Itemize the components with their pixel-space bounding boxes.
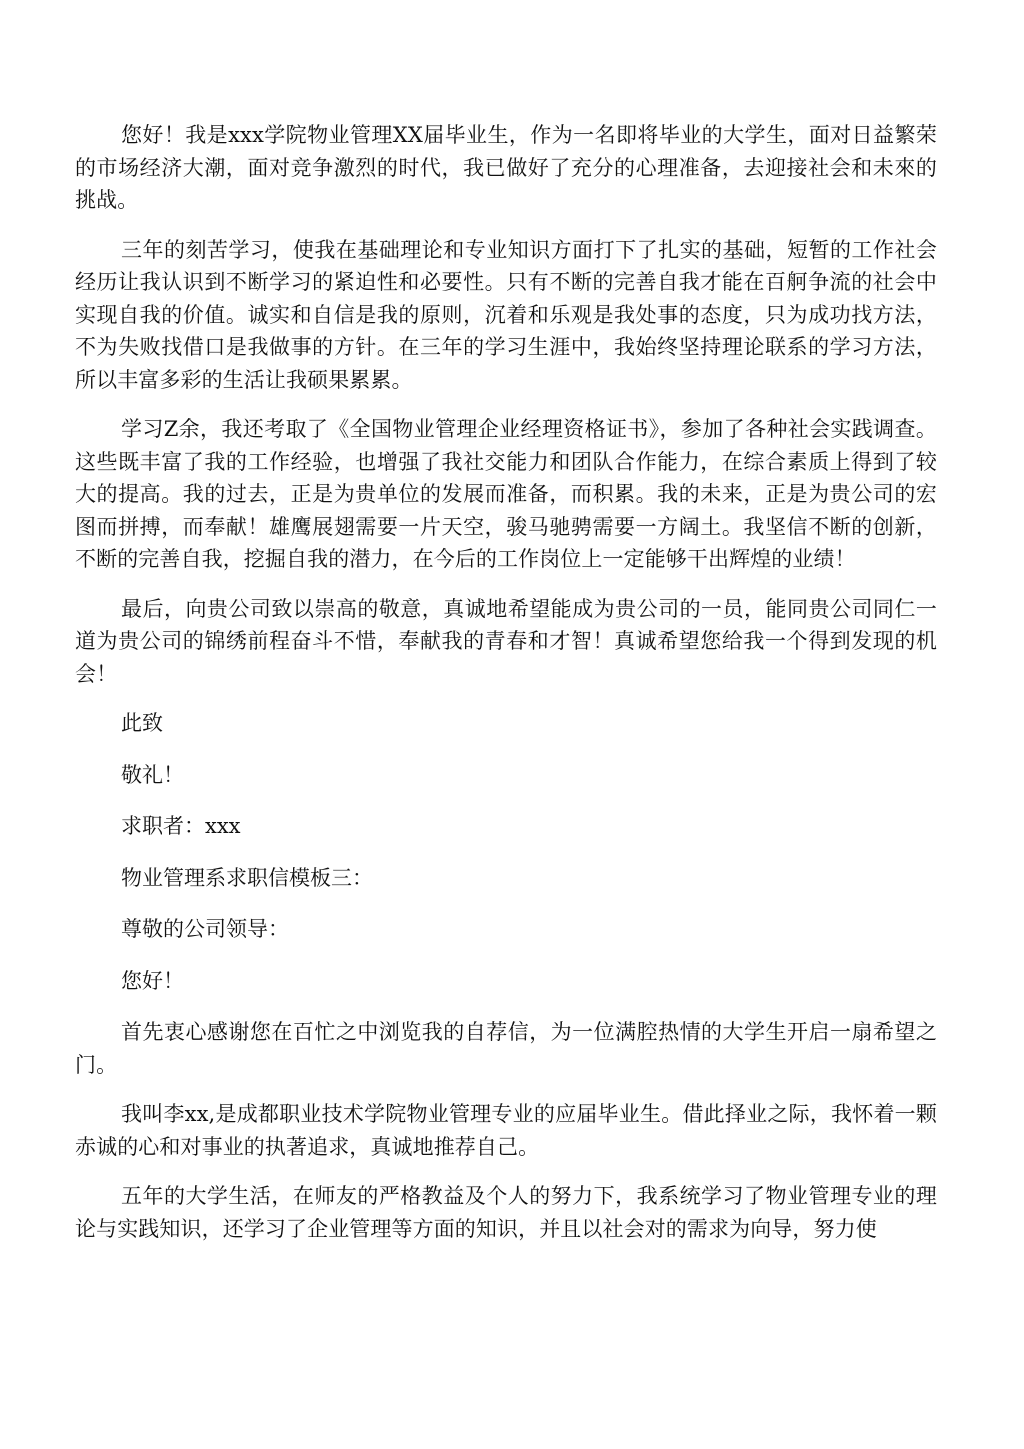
paragraph-certificate: 学习Z余，我还考取了《全国物业管理企业经理资格证书》，参加了各种社会实践调查。这些既丰富了我的工作经验，也增强了我社交能力和团队合作能力，在综合素质上得到了较大的提高。我的过去，正是为贵单位的发展而准备，而积累。我的未来，正是为贵公司的宏图而拼搏，而奉献！雄鹰展翅需要一片天空，骏马驰骋需要一方阔土。我坚信不断的创新，不断的完善自我，挖掘自我的潜力，在今后的工作岗位上一定能够干出辉煌的业绩！: [75, 417, 937, 571]
salutation: 尊敬的公司领导：: [121, 917, 289, 941]
greeting: 您好！: [121, 968, 184, 993]
closing-line-2: 敬礼！: [121, 762, 184, 787]
paragraph-intro: 您好！我是xxx学院物业管理XX届毕业生，作为一名即将毕业的大学生，面对日益繁荣的市场经济大潮，面对竞争激烈的时代，我已做好了充分的心理准备，去迎接社会和未來的挑战。: [75, 123, 937, 212]
document-page: [75, 119, 937, 1262]
section-title: 物业管理系求职信模板三：: [121, 865, 373, 890]
closing-line-1: 此致: [121, 711, 163, 735]
paragraph-university-life: 五年的大学生活，在师友的严格教益及个人的努力下，我系统学习了物业管理专业的理论与实践知识，还学习了企业管理等方面的知识，并且以社会对的需求为向导，努力使: [75, 1184, 937, 1241]
paragraph-conclusion: 最后，向贵公司致以崇高的敬意，真诚地希望能成为贵公司的一员，能同贵公司同仁一道为贵公司的锦绣前程奋斗不惜，奉献我的青春和才智！真诚希望您给我一个得到发现的机会！: [75, 596, 937, 686]
paragraph-study: 三年的刻苦学习，使我在基础理论和专业知识方面打下了扎实的基础，短暂的工作社会经历让我认识到不断学习的紧迫性和必要性。只有不断的完善自我才能在百舸争流的社会中实现自我的价值。诚实和自信是我的原则，沉着和乐观是我处事的态度，只为成功找方法，不为失败找借口是我做事的方针。在三年的学习生涯中，我始终坚持理论联系的学习方法，所以丰富多彩的生活让我硕果累累。: [75, 237, 937, 392]
paragraph-thanks: 首先衷心感谢您在百忙之中浏览我的自荐信，为一位满腔热情的大学生开启一扇希望之门。: [75, 1020, 937, 1077]
paragraph-self-introduction: 我叫李xx,是成都职业技术学院物业管理专业的应届毕业生。借此择业之际，我怀着一颗赤诚的心和对事业的执著追求，真诚地推荐自己。: [75, 1102, 937, 1159]
applicant-signature: 求职者：xxx: [121, 814, 241, 838]
